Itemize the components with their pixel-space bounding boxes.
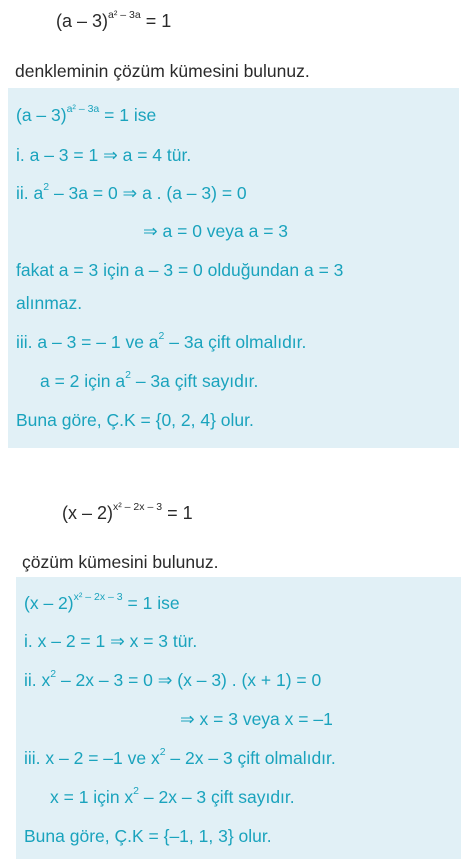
- p1-solution-line-7: [16, 331, 306, 353]
- p2-solution-line-6: [50, 786, 295, 808]
- p1-l1-exp: a² – 3a: [66, 103, 100, 116]
- problem2-equation: [62, 502, 193, 524]
- p2-l6-sup: 2: [133, 785, 140, 798]
- p2-l1-exp: x² – 2x – 3: [73, 591, 123, 604]
- p1-solution-line-9: Buna göre, Ç.K = {0, 2, 4} olur.: [16, 410, 254, 430]
- p1-l1-rhs: = 1 ise: [104, 105, 157, 125]
- problem1-prompt: denkleminin çözüm kümesini bulunuz.: [15, 61, 310, 81]
- p2-solution-line-5: [24, 747, 336, 769]
- p1-l8-sup: 2: [125, 369, 131, 382]
- p2-solution-line-4: ⇒ x = 3 veya x = –1: [180, 709, 333, 729]
- p1-l7-a: iii. a – 3 = – 1 ve a: [16, 332, 159, 352]
- equation-base: (x – 2): [62, 503, 114, 523]
- equation-rhs: = 1: [145, 11, 172, 31]
- p1-l7-c: – 3a çift olmalıdır.: [164, 332, 307, 352]
- p2-solution-line-2: i. x – 2 = 1 ⇒ x = 3 tür.: [24, 631, 198, 651]
- equation-rhs: = 1: [167, 503, 193, 523]
- p1-l3-sup: 2: [43, 181, 50, 194]
- p2-l6-a: x = 1 için x: [50, 787, 134, 807]
- p2-l6-c: – 2x – 3 çift sayıdır.: [139, 787, 295, 807]
- p2-l3-sup: 2: [50, 668, 57, 681]
- p2-l1-base: (x – 2): [24, 593, 74, 613]
- p2-l5-sup: 2: [159, 746, 166, 759]
- p1-l3-c: – 3a = 0 ⇒ a . (a – 3) = 0: [49, 183, 247, 203]
- p2-l5-a: iii. x – 2 = –1 ve x: [24, 748, 160, 768]
- p1-l7-sup: 2: [158, 330, 165, 343]
- p2-l5-c: – 2x – 3 çift olmalıdır.: [165, 748, 336, 768]
- p2-l1-rhs: = 1 ise: [127, 593, 180, 613]
- problem2-prompt: çözüm kümesini bulunuz.: [22, 552, 219, 572]
- p2-solution-line-7: Buna göre, Ç.K = {–1, 1, 3} olur.: [24, 826, 272, 846]
- p2-solution-line-3: [24, 669, 321, 691]
- p1-solution-line-3: [16, 182, 247, 204]
- problem1-equation: [56, 10, 171, 32]
- p1-solution-line-5: fakat a = 3 için a – 3 = 0 olduğundan a = 3: [16, 260, 344, 280]
- p1-solution-line-2: i. a – 3 = 1 ⇒ a = 4 tür.: [16, 145, 192, 165]
- p1-solution-line-1: [16, 104, 156, 126]
- equation-exponent: a² – 3a: [108, 9, 141, 21]
- p2-l3-a: ii. x: [24, 670, 51, 690]
- p1-solution-line-6: alınmaz.: [16, 293, 83, 313]
- p1-solution-line-8: [40, 370, 258, 392]
- equation-base: (a – 3): [56, 11, 109, 31]
- p1-l8-c: – 3a çift sayıdır.: [130, 371, 259, 391]
- equation-exponent: x² – 2x – 3: [113, 501, 163, 513]
- p1-solution-line-4: ⇒ a = 0 veya a = 3: [143, 221, 289, 241]
- p1-l1-base: (a – 3): [16, 105, 67, 125]
- p1-l3-a: ii. a: [16, 183, 44, 203]
- p2-l3-c: – 2x – 3 = 0 ⇒ (x – 3) . (x + 1) = 0: [56, 670, 322, 690]
- p1-l8-a: a = 2 için a: [40, 371, 126, 391]
- p2-solution-line-1: [24, 592, 180, 614]
